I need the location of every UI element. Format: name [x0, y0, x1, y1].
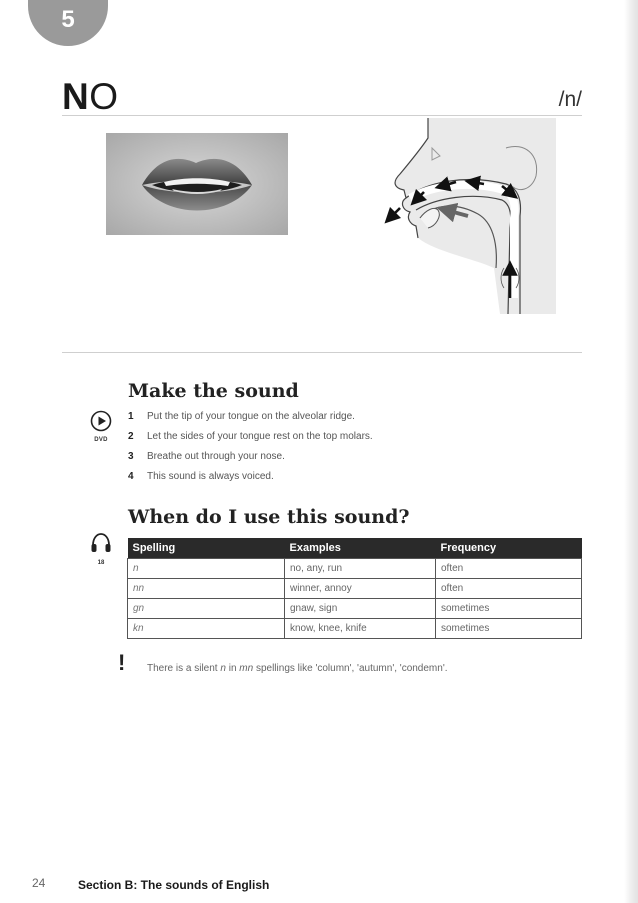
note-text: There is a silent n in mn spellings like 'column', 'autumn', 'condemn'.: [147, 663, 448, 674]
phoneme-symbol: /n/: [558, 88, 582, 111]
step-text: This sound is always voiced.: [147, 471, 274, 482]
table-row: [128, 599, 582, 619]
column-header-examples: Examples: [285, 538, 436, 559]
page-title: [62, 76, 119, 118]
list-item: [128, 411, 373, 431]
examples-cell: know, knee, knife: [285, 619, 436, 639]
step-text: Let the sides of your tongue rest on the top molars.: [147, 431, 373, 442]
column-header-spelling: Spelling: [128, 538, 285, 559]
table-row: [128, 579, 582, 599]
step-text: Breathe out through your nose.: [147, 451, 285, 462]
table-header-row: [128, 538, 582, 559]
list-item: [128, 431, 373, 451]
frequency-cell: often: [436, 559, 582, 579]
when-use-heading: When do I use this sound?: [128, 506, 410, 528]
make-sound-heading: Make the sound: [128, 380, 299, 402]
examples-cell: winner, annoy: [285, 579, 436, 599]
mouth-cross-section-diagram: [376, 118, 566, 314]
unit-number: 5: [61, 6, 75, 33]
examples-cell: no, any, run: [285, 559, 436, 579]
list-item: [128, 471, 373, 491]
examples-cell: gnaw, sign: [285, 599, 436, 619]
spelling-cell: n: [128, 559, 285, 579]
spelling-cell: gn: [128, 599, 285, 619]
steps-list: [128, 411, 373, 491]
header-divider: [62, 115, 582, 116]
step-number: 3: [128, 451, 134, 462]
headphones-icon: [89, 531, 113, 555]
mouth-photo: [106, 133, 288, 235]
frequency-cell: often: [436, 579, 582, 599]
track-number: 18: [97, 560, 105, 566]
step-text: Put the tip of your tongue on the alveolar ridge.: [147, 411, 355, 422]
step-number: 2: [128, 431, 134, 442]
page-edge-shadow: [624, 0, 638, 903]
dvd-label: DVD: [94, 437, 108, 443]
column-header-frequency: Frequency: [436, 538, 582, 559]
table-row: [128, 619, 582, 639]
unit-badge: [28, 0, 108, 46]
title-bold-letter: N: [62, 76, 90, 117]
spelling-cell: kn: [128, 619, 285, 639]
warning-icon: !: [118, 650, 126, 675]
spelling-table: [127, 538, 582, 639]
footer-section-title: Section B: The sounds of English: [78, 878, 270, 892]
page-number: 24: [32, 876, 46, 890]
play-circle-icon: [90, 410, 112, 432]
table-row: [128, 559, 582, 579]
section-divider: [62, 352, 582, 353]
audio-track-button[interactable]: [89, 531, 113, 566]
dvd-play-button[interactable]: [88, 410, 114, 443]
title-rest: O: [89, 76, 119, 117]
frequency-cell: sometimes: [436, 599, 582, 619]
spelling-cell: nn: [128, 579, 285, 599]
list-item: [128, 451, 373, 471]
frequency-cell: sometimes: [436, 619, 582, 639]
step-number: 1: [128, 411, 134, 422]
step-number: 4: [128, 471, 134, 482]
